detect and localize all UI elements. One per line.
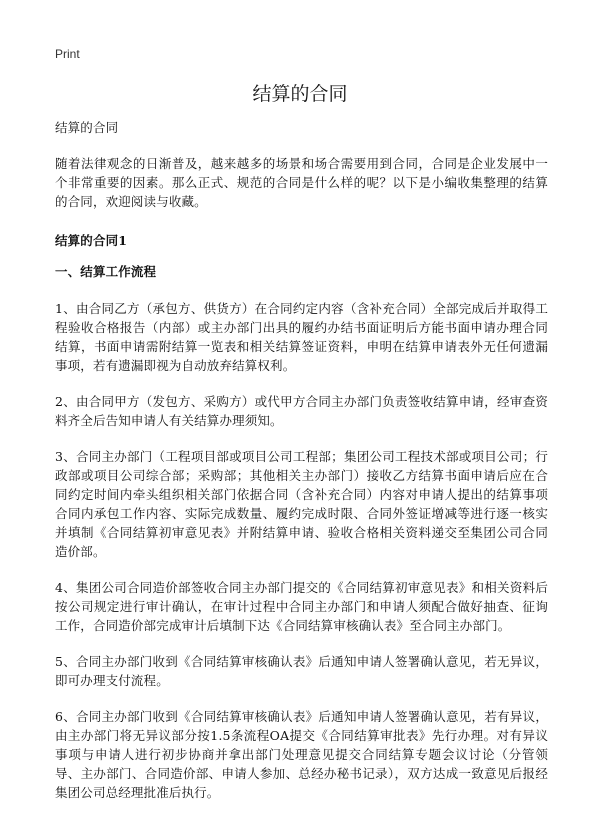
document-body <box>55 118 548 819</box>
document-subtitle: 结算的合同 <box>55 120 119 135</box>
section-heading: 结算的合同1 <box>55 233 128 248</box>
step-heading: 一、结算工作流程 <box>55 264 157 279</box>
step-paragraph-3: 3、合同主办部门（工程项目部或项目公司工程部；集团公司工程技术部或项目公司；行政部或项目公司综合部；采购部；其他相关主办部门）接收乙方结算书面申请后应在合同约定时间内牵头组织相关部门依据合同（含补充合同）内容对申请人提出的结算事项合同内承包工作内容、实际完成数量、履约完成时限、合同外签证增减等进行逐一核实并填制《合同结算初审意见表》并附结算申请、验收合格相关资料递交至集团公司合同造价部。 <box>55 449 548 559</box>
step-paragraph-2: 2、由合同甲方（发包方、采购方）或代甲方合同主办部门负责签收结算申请，经审查资料齐全后告知申请人有关结算办理须知。 <box>55 394 548 428</box>
intro-paragraph: 随着法律观念的日渐普及，越来越多的场景和场合需要用到合同，合同是企业发展中一个非常重要的因素。那么正式、规范的合同是什么样的呢？以下是小编收集整理的结算的合同，欢迎阅读与收藏。 <box>55 156 548 209</box>
step-paragraph-1: 1、由合同乙方（承包方、供货方）在合同约定内容（含补充合同）全部完成后并取得工程验收合格报告（内部）或主办部门出具的履约办结书面证明后方能书面申请办理合同结算，书面申请需附结算一览表和相关结算签证资料，申明在结算申请表外无任何遗漏事项，若有遗漏即视为自动放弃结算权利。 <box>55 301 548 373</box>
step-paragraph-5: 5、合同主办部门收到《合同结算审核确认表》后通知申请人签署确认意见，若无异议，即可办理支付流程。 <box>55 654 548 688</box>
print-link[interactable]: Print <box>55 47 80 61</box>
step-paragraph-4: 4、集团公司合同造价部签收合同主办部门提交的《合同结算初审意见表》和相关资料后按公司规定进行审计确认，在审计过程中合同主办部门和申请人须配合做好抽查、征询工作，合同造价部完成审计后填制下达《合同结算审核确认表》至合同主办部门。 <box>55 580 548 633</box>
page-title: 结算的合同 <box>252 83 348 105</box>
step-paragraph-6: 6、合同主办部门收到《合同结算审核确认表》后通知申请人签署确认意见，若有异议，由主办部门将无异议部分按1.5条流程OA提交《合同结算审批表》先行办理。对有异议事项与申请人进行初步协商并拿出部门处理意见提交合同结算专题会议讨论（分管领导、主办部门、合同造价部、申请人参加、总经办秘书记录），双方达成一致意见后报经集团公司总经理批准后执行。 <box>55 709 548 800</box>
